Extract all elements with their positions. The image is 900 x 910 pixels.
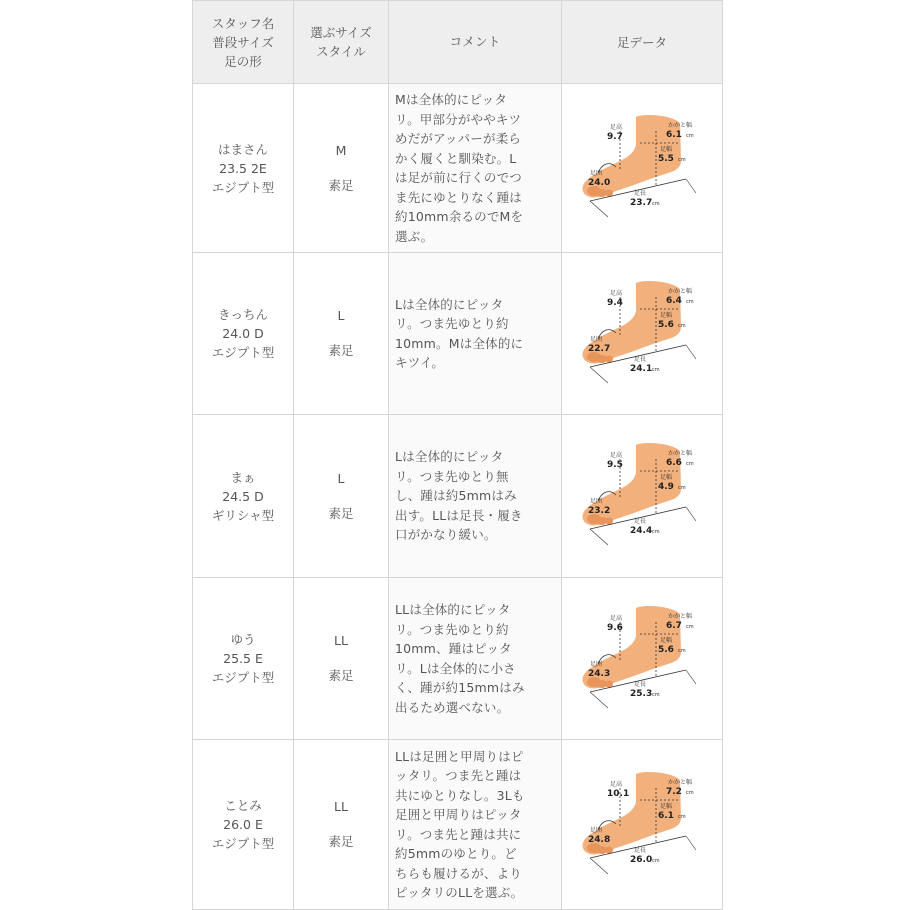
size-cell: [294, 253, 389, 415]
comment-line: く、踵が約15mmはみ: [395, 680, 525, 695]
chosen-size: L: [337, 470, 345, 486]
ashikou-label: 足高: [610, 124, 623, 131]
ashikou-value: 9.7: [607, 132, 623, 142]
kakato-haba-label: かかと幅: [668, 122, 693, 129]
table-row: [193, 415, 723, 578]
sokuchou-value: 23.7: [630, 198, 653, 208]
ashikou-label: 足高: [610, 614, 623, 622]
unit-label: cm: [652, 691, 660, 698]
toe-shape: [605, 846, 613, 853]
staff-usual-size: 25.5 E: [223, 651, 263, 666]
comment-line: リ。甲部分がややキツ: [395, 111, 522, 127]
comment-cell: [389, 740, 562, 910]
header-size-line: 選ぶサイズ: [310, 25, 372, 40]
comment-line: LLは足囲と甲周りはピ: [395, 748, 524, 764]
unit-label: cm: [686, 133, 694, 139]
table-row: [193, 84, 723, 253]
chosen-size: LL: [334, 799, 348, 814]
size-cell: [294, 84, 389, 253]
ashi-haba-label: 足幅: [660, 146, 673, 153]
header-staff-line: 足の形: [224, 53, 262, 69]
foot-diagram: [580, 600, 704, 718]
kakato-haba-label: かかと幅: [668, 778, 693, 786]
ashi-haba-label: 足幅: [660, 474, 673, 481]
ashi-i-value: 23.2: [588, 506, 611, 516]
comment-cell: [389, 415, 562, 578]
comment-line: 共にゆとりなし。3Lも: [395, 787, 525, 803]
length-guide-line: [590, 367, 608, 383]
comment-line: 約5mmのゆとり。ど: [395, 846, 517, 861]
table-row: [193, 578, 723, 740]
ashikou-value: 9.6: [607, 622, 623, 633]
wear-style: 素足: [328, 505, 354, 521]
comment-line: ま先にゆとりなく踵は: [395, 189, 523, 205]
comment-line: 選ぶ。: [395, 228, 434, 244]
staff-cell: [193, 84, 294, 253]
foot-data-cell: [562, 578, 723, 740]
sokuchou-label: 足長: [634, 680, 647, 688]
unit-label: cm: [678, 813, 686, 820]
header-foot-data: 足データ: [562, 1, 723, 84]
chosen-size: M: [335, 142, 347, 158]
staff-name: まぁ: [230, 469, 256, 485]
comment-line: リ。つま先ゆとり無: [395, 468, 509, 484]
toe-shape: [605, 190, 613, 197]
sokuchou-label: 足長: [634, 190, 647, 197]
ashi-haba-value: 4.9: [658, 482, 674, 492]
header-comment: コメント: [389, 1, 562, 84]
comment-cell: [389, 253, 562, 415]
staff-usual-size: 24.0 D: [222, 326, 264, 341]
staff-foot-shape: ギリシャ型: [211, 507, 275, 523]
ashi-haba-label: 足幅: [660, 636, 673, 644]
ashi-haba-value: 5.6: [658, 319, 674, 330]
kakato-haba-value: 6.4: [666, 295, 682, 306]
comment-line: 10mm、踵はピッタ: [395, 641, 512, 656]
comment-line: し、踵は約5mmはみ: [395, 488, 517, 504]
comment-line: キツイ。: [395, 355, 445, 370]
staff-foot-shape: エジプト型: [211, 670, 275, 685]
header-size: [294, 1, 389, 84]
header-staff-line: スタッフ名: [211, 15, 275, 31]
staff-foot-shape: エジプト型: [211, 345, 275, 360]
length-guide-line: [590, 692, 608, 708]
ashi-haba-value: 5.5: [658, 154, 674, 164]
ashi-haba-value: 5.6: [658, 644, 674, 655]
ashikou-label: 足高: [610, 780, 623, 788]
foot-data-cell: [562, 84, 723, 253]
ashi-haba-value: 6.1: [658, 810, 674, 821]
comment-line: 約10mm余るのでMを: [395, 209, 524, 224]
size-cell: [294, 740, 389, 910]
unit-label: cm: [652, 857, 660, 864]
ashi-haba-label: 足幅: [660, 802, 673, 810]
toe-shape: [605, 680, 613, 687]
table-row: [193, 253, 723, 415]
foot-data-cell: [562, 253, 723, 415]
size-cell: [294, 415, 389, 578]
comment-line: ッタリ。つま先と踵は: [395, 768, 522, 783]
comment-line: リ。つま先ゆとり約: [395, 316, 509, 331]
staff-cell: [193, 253, 294, 415]
comment-line: リ。つま先と踵は共に: [395, 826, 522, 842]
staff-usual-size: 24.5 D: [222, 488, 264, 504]
staff-name: ゆう: [230, 632, 256, 647]
table-row: [193, 740, 723, 910]
staff-name: ことみ: [224, 798, 262, 813]
ashikou-value: 9.4: [607, 297, 623, 308]
chosen-size: L: [337, 308, 345, 323]
ashi-i-label: 足囲: [590, 498, 603, 505]
sokuchou-label: 足長: [634, 355, 647, 363]
sokuchou-label: 足長: [634, 518, 647, 525]
unit-label: cm: [678, 157, 686, 163]
staff-name: きっちん: [217, 307, 268, 322]
kakato-haba-value: 6.7: [666, 620, 682, 631]
chosen-size: LL: [334, 633, 348, 648]
staff-cell: [193, 740, 294, 910]
comment-line: めだがアッパーが柔ら: [395, 131, 522, 146]
sokuchou-value: 26.0: [630, 854, 653, 865]
length-guide-line: [686, 179, 696, 193]
length-guide-line: [686, 345, 696, 359]
header-size-line: スタイル: [316, 44, 366, 59]
kakato-haba-value: 6.1: [666, 130, 682, 140]
ashi-i-value: 24.3: [588, 668, 611, 679]
comment-line: Lは全体的にピッタ: [395, 449, 504, 465]
unit-label: cm: [678, 485, 686, 491]
wear-style: 素足: [328, 177, 354, 193]
staff-cell: [193, 415, 294, 578]
length-guide-line: [686, 836, 696, 850]
staff-cell: [193, 578, 294, 740]
length-guide-line: [590, 529, 608, 545]
ashi-i-label: 足囲: [590, 170, 603, 177]
comment-line: 出す。LLは足長・履き: [395, 507, 523, 523]
comment-line: ピッタリのLLを選ぶ。: [395, 885, 524, 900]
table-header-row: [193, 1, 723, 84]
unit-label: cm: [652, 366, 660, 373]
foot-data-cell: [562, 740, 723, 910]
staff-foot-shape: エジプト型: [211, 836, 275, 851]
staff-foot-shape: エジプト型: [211, 179, 275, 195]
comment-line: 出るため選べない。: [395, 699, 510, 715]
sokuchou-value: 24.4: [630, 526, 653, 536]
comment-line: 10mm。Mは全体的に: [395, 335, 524, 351]
ashikou-value: 9.5: [607, 460, 623, 470]
kakato-haba-label: かかと幅: [668, 450, 693, 457]
length-guide-line: [686, 670, 696, 684]
wear-style: 素足: [328, 343, 354, 358]
length-guide-line: [686, 507, 696, 521]
ashi-i-value: 22.7: [588, 343, 611, 354]
length-guide-line: [590, 201, 608, 217]
foot-data-cell: [562, 415, 723, 578]
unit-label: cm: [686, 789, 694, 796]
ashi-i-value: 24.8: [588, 834, 611, 845]
comment-line: ちらも履けるが、より: [395, 865, 523, 881]
toe-shape: [605, 355, 613, 362]
staff-name: はまさん: [217, 141, 268, 157]
unit-label: cm: [686, 298, 694, 305]
size-cell: [294, 578, 389, 740]
foot-diagram: [580, 766, 704, 884]
comment-line: Mは全体的にピッタ: [395, 92, 508, 107]
unit-label: cm: [652, 201, 660, 207]
unit-label: cm: [686, 461, 694, 467]
comment-cell: [389, 84, 562, 253]
unit-label: cm: [686, 623, 694, 630]
foot-diagram: [580, 437, 704, 555]
comment-line: リ。つま先ゆとり約: [395, 621, 509, 637]
foot-diagram: [580, 109, 704, 227]
comment-cell: [389, 578, 562, 740]
ashikou-value: 10.1: [607, 788, 630, 799]
comment-line: は足が前に行くのでつ: [395, 170, 523, 185]
sokuchou-label: 足長: [634, 846, 647, 854]
comment-line: Lは全体的にピッタ: [395, 296, 504, 312]
comment-line: 足囲と甲周りはピッタ: [395, 807, 522, 822]
sokuchou-value: 25.3: [630, 688, 653, 699]
kakato-haba-label: かかと幅: [668, 287, 693, 295]
ashi-haba-label: 足幅: [660, 311, 673, 319]
ashikou-label: 足高: [610, 452, 623, 459]
unit-label: cm: [678, 647, 686, 654]
ashi-i-label: 足囲: [590, 826, 603, 834]
wear-style: 素足: [328, 834, 354, 849]
ashikou-label: 足高: [610, 289, 623, 297]
staff-size-table: [192, 0, 723, 910]
header-staff: [193, 1, 294, 84]
length-guide-line: [590, 858, 608, 874]
wear-style: 素足: [328, 668, 354, 683]
ashi-i-value: 24.0: [588, 178, 611, 188]
header-staff-line: 普段サイズ: [212, 34, 274, 50]
staff-usual-size: 23.5 2E: [219, 160, 267, 176]
staff-usual-size: 26.0 E: [223, 817, 263, 832]
sokuchou-value: 24.1: [630, 363, 653, 374]
foot-diagram: [580, 275, 704, 393]
unit-label: cm: [678, 322, 686, 329]
kakato-haba-value: 7.2: [666, 786, 682, 797]
ashi-i-label: 足囲: [590, 660, 603, 668]
kakato-haba-label: かかと幅: [668, 612, 693, 620]
comment-line: リ。Lは全体的に小さ: [395, 660, 516, 676]
ashi-i-label: 足囲: [590, 335, 603, 343]
kakato-haba-value: 6.6: [666, 458, 682, 468]
comment-line: かく履くと馴染む。L: [395, 150, 517, 166]
comment-line: LLは全体的にピッタ: [395, 602, 511, 617]
unit-label: cm: [652, 529, 660, 535]
comment-line: 口がかなり緩い。: [395, 527, 497, 543]
toe-shape: [605, 518, 613, 525]
